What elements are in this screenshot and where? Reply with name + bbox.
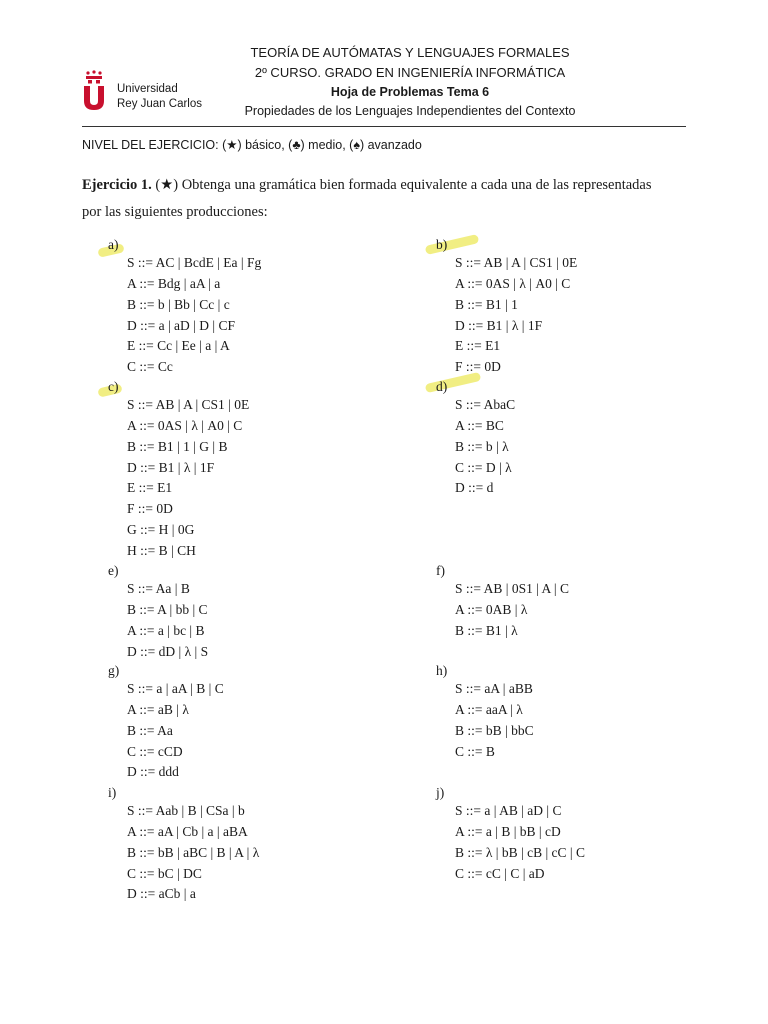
production: S ::= AbaC bbox=[455, 397, 516, 412]
production: C ::= cCD bbox=[127, 744, 183, 759]
production: F ::= 0D bbox=[455, 359, 501, 374]
production: A ::= aA | Cb | a | aBA bbox=[127, 824, 248, 839]
production: S ::= AB | A | CS1 | 0E bbox=[127, 397, 250, 412]
production: C ::= B bbox=[455, 744, 495, 759]
production: S ::= a | aA | B | C bbox=[127, 681, 224, 696]
production: B ::= bB | aBC | B | A | λ bbox=[127, 845, 260, 860]
production: B ::= A | bb | C bbox=[127, 602, 208, 617]
production: A ::= a | bc | B bbox=[127, 623, 205, 638]
production: D ::= B1 | λ | 1F bbox=[455, 318, 543, 333]
production: S ::= Aab | B | CSa | b bbox=[127, 803, 245, 818]
production: A ::= aaA | λ bbox=[455, 702, 523, 717]
production: C ::= Cc bbox=[127, 359, 173, 374]
production: E ::= E1 bbox=[127, 480, 173, 495]
production: B ::= B1 | λ bbox=[455, 623, 518, 638]
production: A ::= a | B | bB | cD bbox=[455, 824, 561, 839]
production: C ::= D | λ bbox=[455, 460, 512, 475]
production: B ::= Aa bbox=[127, 723, 173, 738]
production: D ::= a | aD | D | CF bbox=[127, 318, 235, 333]
production: S ::= Aa | B bbox=[127, 581, 190, 596]
production: A ::= 0AS | λ | A0 | C bbox=[127, 418, 243, 433]
grammar-label: i) bbox=[108, 785, 117, 800]
production: D ::= ddd bbox=[127, 764, 179, 779]
production: D ::= aCb | a bbox=[127, 886, 196, 901]
production: A ::= 0AS | λ | A0 | C bbox=[455, 276, 571, 291]
course-subtitle: 2º CURSO. GRADO EN INGENIERÍA INFORMÁTICA bbox=[254, 65, 566, 80]
exercise-text-line2: por las siguientes producciones: bbox=[82, 204, 268, 220]
production: S ::= AC | BcdE | Ea | Fg bbox=[127, 255, 262, 270]
production: D ::= B1 | λ | 1F bbox=[127, 460, 215, 475]
production: B ::= B1 | 1 bbox=[455, 297, 518, 312]
university-name-line2: Rey Juan Carlos bbox=[117, 98, 203, 110]
university-logo bbox=[82, 70, 212, 115]
production: A ::= Bdg | aA | a bbox=[127, 276, 221, 291]
production: B ::= B1 | 1 | G | B bbox=[127, 439, 228, 454]
production: G ::= H | 0G bbox=[127, 522, 195, 537]
production: B ::= b | λ bbox=[455, 439, 509, 454]
production: H ::= B | CH bbox=[127, 543, 196, 558]
grammar-label: a) bbox=[108, 237, 119, 252]
grammar-label: g) bbox=[108, 663, 120, 678]
grammar-label: c) bbox=[108, 379, 119, 394]
production: C ::= bC | DC bbox=[127, 866, 202, 881]
exercise-level-legend: NIVEL DEL EJERCICIO: (★) básico, (♣) medio, (♠) avanzado bbox=[82, 138, 422, 152]
production: C ::= cC | C | aD bbox=[455, 866, 545, 881]
production: S ::= aA | aBB bbox=[455, 681, 533, 696]
exercise-text-line1: (★) Obtenga una gramática bien formada equivalente a cada una de las representadas bbox=[155, 177, 652, 193]
production: A ::= BC bbox=[455, 418, 504, 433]
production: F ::= 0D bbox=[127, 501, 173, 516]
university-name-line1: Universidad bbox=[117, 83, 178, 95]
production: D ::= d bbox=[455, 480, 494, 495]
exercise-title: Ejercicio 1. bbox=[82, 177, 152, 193]
production: B ::= bB | bbC bbox=[455, 723, 534, 738]
sheet-title: Hoja de Problemas Tema 6 bbox=[330, 85, 490, 99]
grammar-label: j) bbox=[436, 785, 445, 800]
grammar-label: b) bbox=[436, 237, 448, 252]
header-divider bbox=[82, 126, 686, 127]
highlight-mark-b bbox=[425, 234, 480, 255]
grammar-label: d) bbox=[436, 379, 448, 394]
sheet-topic: Propiedades de los Lenguajes Independientes del Contexto bbox=[244, 104, 576, 118]
grammar-label: h) bbox=[436, 663, 448, 678]
exercise-statement bbox=[82, 177, 652, 194]
course-title: TEORÍA DE AUTÓMATAS Y LENGUAJES FORMALES bbox=[250, 45, 570, 60]
production: B ::= λ | bB | cB | cC | C bbox=[455, 845, 585, 860]
production: A ::= 0AB | λ bbox=[455, 602, 528, 617]
grammar-label: e) bbox=[108, 563, 119, 578]
production: E ::= E1 bbox=[455, 338, 501, 353]
production: D ::= dD | λ | S bbox=[127, 644, 209, 659]
production: A ::= aB | λ bbox=[127, 702, 189, 717]
urjc-logo-icon bbox=[82, 70, 106, 110]
production: S ::= AB | 0S1 | A | C bbox=[455, 581, 570, 596]
production: S ::= AB | A | CS1 | 0E bbox=[455, 255, 578, 270]
highlight-mark-d bbox=[425, 372, 482, 393]
production: E ::= Cc | Ee | a | A bbox=[127, 338, 230, 353]
production: B ::= b | Bb | Cc | c bbox=[127, 297, 230, 312]
production: S ::= a | AB | aD | C bbox=[455, 803, 562, 818]
grammar-label: f) bbox=[436, 563, 445, 578]
